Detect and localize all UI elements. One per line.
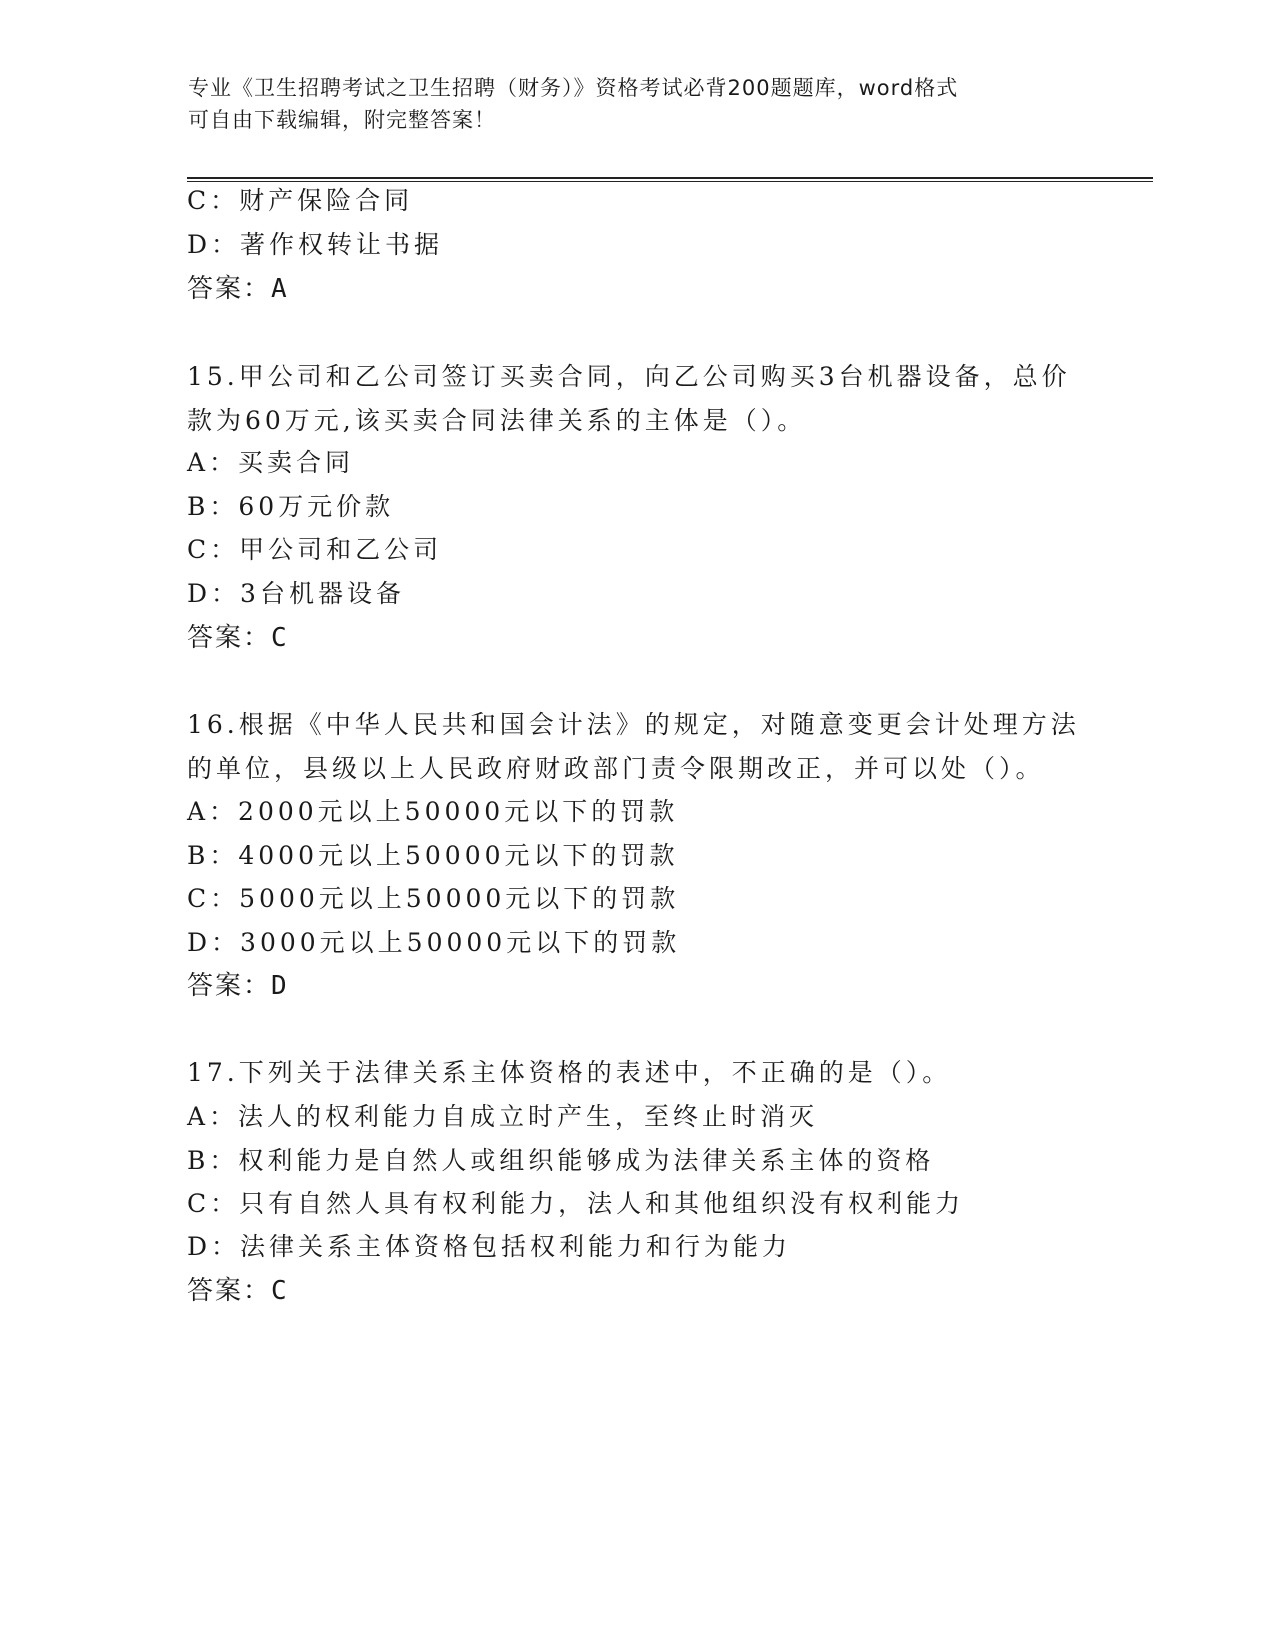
q17-answer: [187, 1275, 287, 1307]
answer-value: C: [271, 1276, 287, 1306]
q16-stem-line-2: 的单位，县级以上人民政府财政部门责令限期改正，并可以处（）。: [187, 754, 1045, 783]
q14-option-d: D：著作权转让书据: [187, 230, 444, 259]
q16-option-d: D：3000元以上50000元以下的罚款: [187, 928, 681, 957]
header-divider-thin: [187, 181, 1153, 182]
q15-option-c: C：甲公司和乙公司: [187, 535, 443, 564]
q14-answer: [187, 273, 287, 305]
q15-answer: [187, 622, 287, 654]
q16-option-c: C：5000元以上50000元以下的罚款: [187, 884, 680, 913]
q15-stem-line-1: 15.甲公司和乙公司签订买卖合同，向乙公司购买3台机器设备，总价: [187, 362, 1071, 391]
answer-label: 答案：: [187, 623, 272, 653]
q16-stem-line-1: 16.根据《中华人民共和国会计法》的规定，对随意变更会计处理方法: [187, 710, 1080, 739]
q17-option-c: C：只有自然人具有权利能力，法人和其他组织没有权利能力: [187, 1189, 965, 1218]
answer-value: D: [271, 971, 287, 1001]
q15-option-b: B：60万元价款: [187, 492, 395, 521]
answer-value: A: [271, 274, 287, 304]
answer-value: C: [271, 623, 287, 653]
q16-answer: [187, 970, 287, 1002]
q16-option-b: B：4000元以上50000元以下的罚款: [187, 841, 679, 870]
header-line-1: 专业《卫生招聘考试之卫生招聘（财务）》资格考试必背200题题库，word格式: [188, 76, 959, 100]
q15-stem-line-2: 款为60万元,该买卖合同法律关系的主体是（）。: [187, 406, 807, 435]
q14-option-c: C：财产保险合同: [187, 186, 414, 215]
answer-label: 答案：: [187, 1276, 272, 1306]
q17-stem-line-1: 17.下列关于法律关系主体资格的表述中，不正确的是（）。: [187, 1058, 952, 1087]
q15-option-d: D：3台机器设备: [187, 579, 405, 608]
answer-label: 答案：: [187, 274, 272, 304]
document-header: [188, 72, 1088, 136]
q16-option-a: A：2000元以上50000元以下的罚款: [187, 797, 679, 826]
answer-label: 答案：: [187, 971, 272, 1001]
header-line-2: 可自由下载编辑，附完整答案！: [188, 108, 496, 132]
q17-option-d: D：法律关系主体资格包括权利能力和行为能力: [187, 1232, 792, 1261]
q15-option-a: A：买卖合同: [187, 448, 355, 477]
q17-option-b: B：权利能力是自然人或组织能够成为法律关系主体的资格: [187, 1146, 935, 1175]
q17-option-a: A：法人的权利能力自成立时产生，至终止时消灭: [187, 1102, 819, 1131]
header-divider: [187, 177, 1153, 179]
